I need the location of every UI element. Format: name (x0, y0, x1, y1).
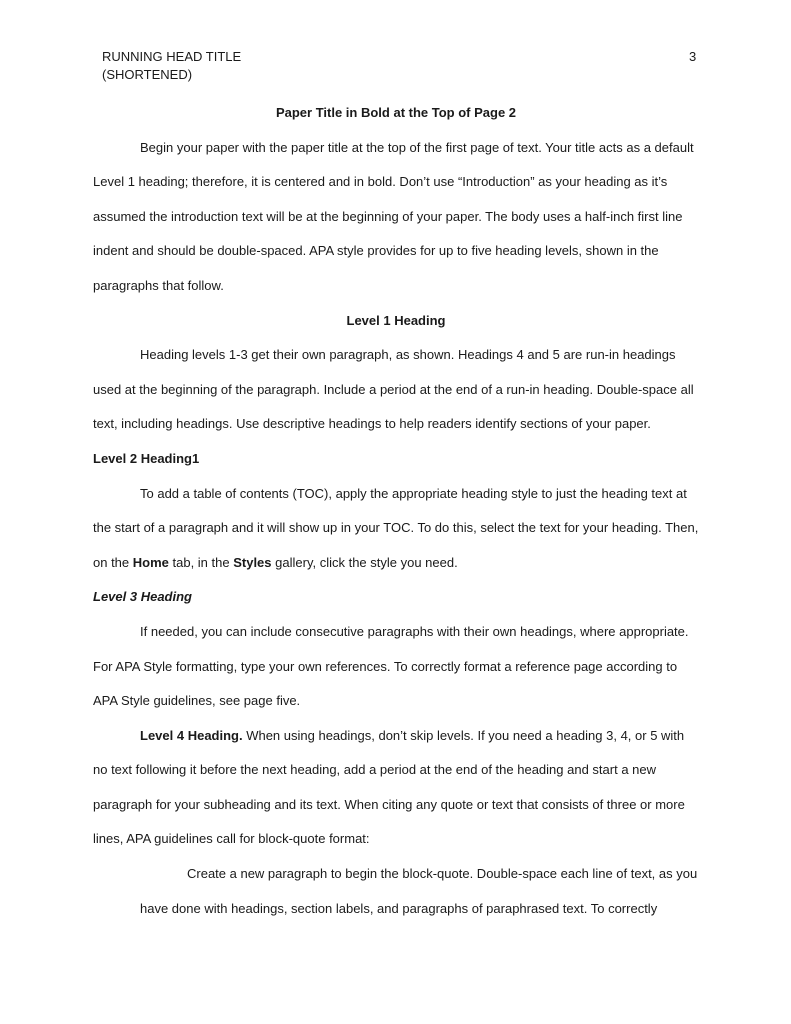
level2-heading: Level 2 Heading1 (93, 450, 200, 466)
paper-title: Paper Title in Bold at the Top of Page 2 (275, 105, 517, 120)
document-body (93, 96, 699, 926)
level4-text: When using headings, don’t skip levels. If you need a heading 3, 4, or 5 with no text following it before the next heading, add a period at the end of the heading and start a new paragraph for your subheading and its text. When citing any quote or text that consists of three or more lines, APA guidelines call for block-quote format: (93, 727, 685, 847)
level2-text-part2: tab, in the (168, 554, 234, 570)
level2-paragraph (93, 477, 699, 581)
level3-heading: Level 3 Heading (93, 589, 192, 605)
level4-heading: Level 4 Heading. (140, 727, 243, 743)
level1-paragraph: Heading levels 1-3 get their own paragraph, as shown. Headings 4 and 5 are run-in headings used at the beginning of the paragraph. Include a period at the end of a run-in heading. Double-space all text, including headings. Use descriptive headings to help readers identify sections of your paper. (93, 347, 694, 432)
level3-paragraph: If needed, you can include consecutive paragraphs with their own headings, where appropriate. For APA Style formatting, type your own references. To correctly format a reference page according to APA Style guidelines, see page five. (93, 623, 689, 709)
page-number: 3 (689, 49, 697, 64)
home-tab-label: Home (132, 554, 169, 570)
block-quote: Create a new paragraph to begin the block-quote. Double-space each line of text, as you have done with headings, section labels, and paragraphs of paraphrased text. To correctly (140, 866, 698, 916)
running-head-line1: RUNNING HEAD TITLE (102, 49, 242, 64)
level4-paragraph (93, 719, 699, 857)
styles-gallery-label: Styles (233, 554, 272, 570)
level2-text-part3: gallery, click the style you need. (271, 554, 458, 570)
running-head-line2: (SHORTENED) (102, 67, 193, 82)
intro-paragraph: Begin your paper with the paper title at the top of the first page of text. Your title acts as a default Level 1 heading; therefore, it is centered and in bold. Don’t use “Introduction” as your heading as it’s assumed the introduction text will be at the beginning of your paper. The body uses a half-inch first line indent and should be double-spaced. APA style provides for up to five heading levels, shown in the paragraphs that follow. (93, 139, 694, 293)
level2-text-part1: To add a table of contents (TOC), apply the appropriate heading style to just the heading text at the start of a paragraph and it will show up in your TOC. To do this, select the text for your heading. Then, on the (93, 485, 699, 570)
level1-heading: Level 1 Heading (346, 312, 446, 328)
running-head (102, 48, 241, 84)
